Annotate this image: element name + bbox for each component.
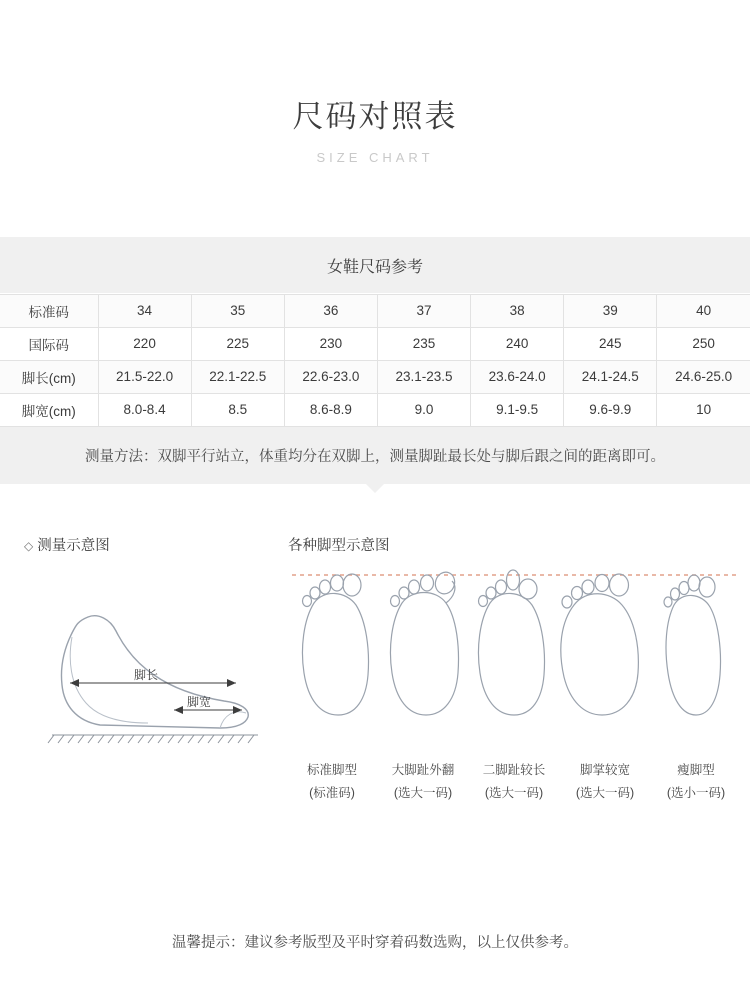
table-cell: 23.1-23.5 (377, 360, 470, 393)
table-cell: 230 (284, 327, 377, 360)
foot-type-item (561, 757, 649, 804)
table-cell: 250 (657, 327, 750, 360)
table-cell: 9.6-9.9 (564, 393, 657, 426)
table-cell: 22.6-23.0 (284, 360, 377, 393)
foot-type-name: 瘦脚型 (677, 762, 715, 777)
page-subtitle: SIZE CHART (316, 149, 434, 165)
diamond-icon: ◇ (24, 538, 34, 553)
row-header: 标准码 (0, 294, 98, 327)
table-cell: 24.1-24.5 (564, 360, 657, 393)
foot-type-advice: (选大一码) (575, 786, 635, 801)
table-row (0, 327, 750, 360)
foot-width-label: 脚宽 (186, 694, 212, 709)
foot-type-name: 大脚趾外翻 (391, 762, 455, 777)
foot-type-advice: (选大一码) (484, 786, 544, 801)
table-row (0, 360, 750, 393)
row-header: 脚宽(cm) (0, 393, 98, 426)
row-header: 脚长(cm) (0, 360, 98, 393)
foot-type-advice: (标准码) (309, 786, 355, 801)
measurement-diagram-title-text: 测量示意图 (37, 537, 110, 554)
table-cell: 8.0-8.4 (98, 393, 191, 426)
foot-types-title: 各种脚型示意图 (288, 537, 390, 554)
table-cell: 220 (98, 327, 191, 360)
table-cell: 21.5-22.0 (98, 360, 191, 393)
foot-type-advice: (选小一码) (666, 786, 726, 801)
measure-note-text: 测量方法：双脚平行站立，体重均分在双脚上，测量脚趾最长处与脚后跟之间的距离即可。 (85, 448, 665, 465)
table-cell: 225 (191, 327, 284, 360)
table-cell: 9.0 (377, 393, 470, 426)
row-header: 国际码 (0, 327, 98, 360)
diagram-section (0, 484, 750, 804)
measure-note (0, 427, 750, 484)
table-caption: 女鞋尺码参考 (0, 237, 750, 294)
foot-type-item (288, 757, 376, 804)
table-cell: 38 (471, 294, 564, 327)
foot-type-labels (288, 757, 740, 804)
foot-types-diagram (274, 534, 740, 804)
table-row (0, 294, 750, 327)
foot-type-name: 标准脚型 (306, 762, 357, 777)
table-cell: 235 (377, 327, 470, 360)
table-cell: 9.1-9.5 (471, 393, 564, 426)
page-header (0, 0, 750, 165)
table-cell: 39 (564, 294, 657, 327)
table-cell: 240 (471, 327, 564, 360)
table-row (0, 393, 750, 426)
foot-types-illustration (288, 563, 740, 741)
table-cell: 40 (657, 294, 750, 327)
measurement-diagram-title (24, 534, 274, 555)
page-title: 尺码对照表 (292, 99, 458, 134)
foot-type-item (652, 757, 740, 804)
foot-type-item (470, 757, 558, 804)
table-cell: 10 (657, 393, 750, 426)
foot-type-item (379, 757, 467, 804)
measurement-diagram (24, 534, 274, 804)
table-cell: 8.5 (191, 393, 284, 426)
table-cell: 8.6-8.9 (284, 393, 377, 426)
down-arrow-icon (365, 483, 385, 493)
table-cell: 35 (191, 294, 284, 327)
table-cell: 245 (564, 327, 657, 360)
foot-type-advice: (选大一码) (393, 786, 453, 801)
size-table (0, 294, 750, 427)
table-cell: 37 (377, 294, 470, 327)
foot-type-name: 脚掌较宽 (579, 762, 630, 777)
table-cell: 24.6-25.0 (657, 360, 750, 393)
foot-type-name: 二脚趾较长 (482, 762, 546, 777)
foot-length-label: 脚长 (133, 667, 159, 682)
footer-tip: 温馨提示：建议参考版型及平时穿着码数选购，以上仅供参考。 (172, 935, 578, 951)
table-cell: 34 (98, 294, 191, 327)
table-cell: 22.1-22.5 (191, 360, 284, 393)
table-cell: 23.6-24.0 (471, 360, 564, 393)
table-cell: 36 (284, 294, 377, 327)
foot-side-illustration (24, 563, 264, 773)
size-table-section (0, 237, 750, 427)
